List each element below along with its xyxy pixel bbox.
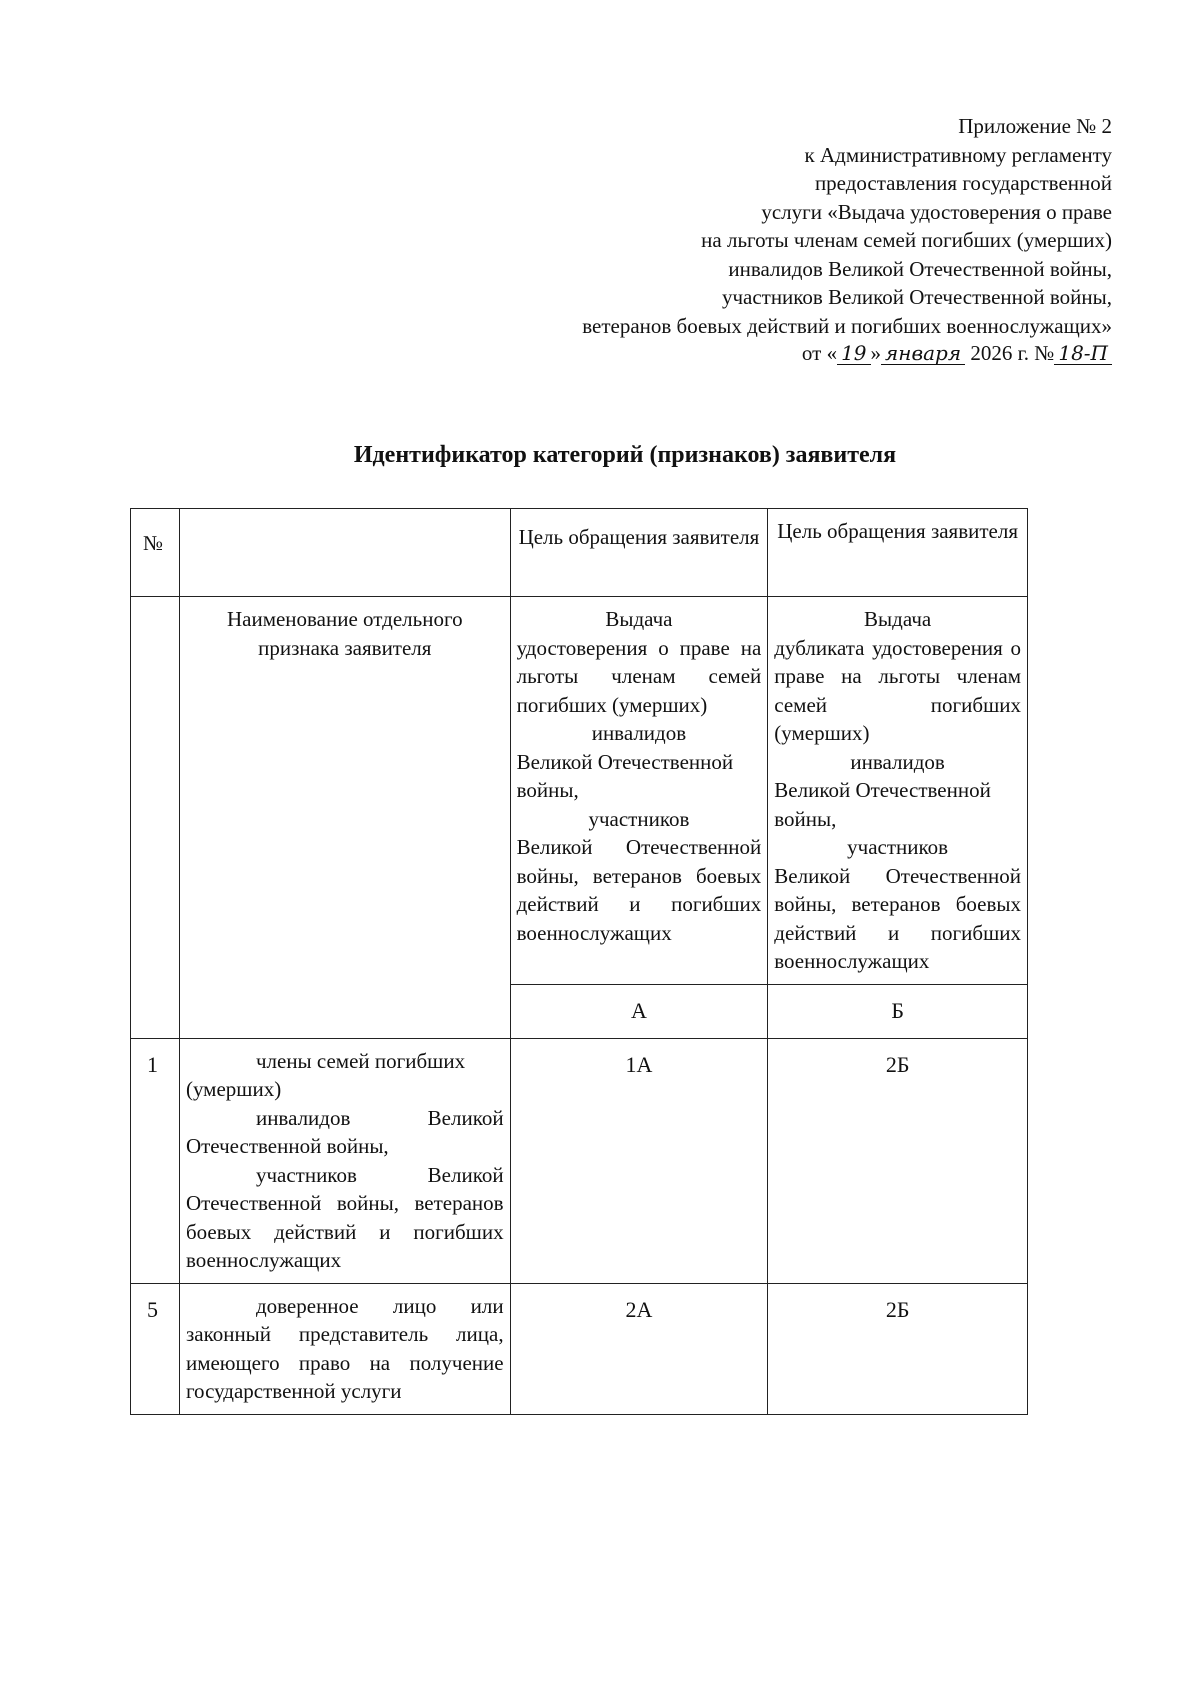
header-line-4: услуги «Выдача удостоверения о праве [761, 199, 1112, 224]
table-row [131, 1038, 1028, 1283]
applicant-category-table [130, 508, 1028, 1415]
header-line-2: к Административному регламенту [804, 142, 1112, 167]
empty-number-cell [131, 597, 180, 1039]
row-code-b: 2Б [768, 1038, 1028, 1283]
goal-a-body: удостоверения о праве на льготы членам семей погибших (умерших) [516, 635, 762, 717]
goal-b-body: дубликата удостоверения о праве на льготы членам семей погибших (умерших) [774, 635, 1021, 745]
goal-b-first: Выдача [864, 607, 932, 631]
goal-header-a: Цель обращения заявителя [510, 509, 768, 597]
header-line-7: участников Великой Отечественной войны, [721, 285, 1112, 309]
date-prefix: от « [801, 341, 838, 365]
row-number: 1 [131, 1038, 180, 1283]
row-code-a: 2А [510, 1283, 768, 1414]
row-feature-part-1: члены семей погибших (умерших) [185, 1048, 466, 1101]
goal-description-b [768, 597, 1028, 985]
goal-b-line-4: участников [847, 835, 949, 859]
row-feature-part-1: доверенное лицо или законный представитель лица, имеющего право на получение государственной услуги [185, 1293, 504, 1403]
goal-a-line-4: участников [588, 806, 690, 831]
date-month-handwritten: января [881, 342, 965, 365]
row-code-b: 2Б [768, 1283, 1028, 1414]
goal-a-first: Выдача [605, 607, 673, 631]
header-line-3: предоставления государственной [814, 171, 1112, 195]
letter-b: Б [768, 984, 1028, 1038]
header-line-8: ветеранов боевых действий и погибших военнослужащих» [582, 313, 1112, 338]
number-column-header: № [131, 509, 180, 597]
document-title: Идентификатор категорий (признаков) заявителя [353, 442, 897, 468]
goal-header-b: Цель обращения заявителя [768, 509, 1028, 597]
row-feature-part-3: участников Великой Отечественной войны, ветеранов боевых действий и погибших военнослужащих [185, 1162, 504, 1272]
row-feature [179, 1038, 510, 1283]
table-header-row [131, 509, 1028, 597]
table-row [131, 1283, 1028, 1414]
letter-a: А [510, 984, 768, 1038]
empty-header-cell [179, 509, 510, 597]
goal-a-line-5: Великой Отечественной войны, ветеранов боевых действий и погибших военнослужащих [516, 835, 762, 945]
row-code-a: 1А [510, 1038, 768, 1283]
row-feature-part-2: инвалидов Великой Отечественной войны, [185, 1105, 504, 1158]
date-mid: » [870, 341, 882, 365]
goal-a-line-3: Великой Отечественной войны, [516, 749, 734, 802]
row-feature [179, 1283, 510, 1414]
goal-description-a [510, 597, 768, 985]
header-line-1: Приложение № 2 [958, 114, 1112, 138]
feature-name-text: Наименование отдельного признака заявителя [226, 607, 463, 660]
goal-b-line-5: Великой Отечественной войны, ветеранов боевых действий и погибших военнослужащих [774, 863, 1021, 973]
row-number: 5 [131, 1283, 180, 1414]
date-day-handwritten: 19 [837, 342, 870, 365]
header-line-6: инвалидов Великой Отечественной войны, [728, 256, 1112, 281]
appendix-header [582, 112, 1112, 368]
goal-b-line-2: инвалидов [850, 749, 945, 774]
document-date [582, 339, 1112, 368]
goal-a-line-2: инвалидов [591, 721, 687, 745]
goal-description-row [131, 597, 1028, 985]
date-year: 2026 г. № [970, 341, 1055, 365]
document-number-handwritten: 18-П [1054, 342, 1112, 365]
feature-name-header [179, 597, 510, 1039]
goal-b-line-3: Великой Отечественной войны, [774, 778, 991, 831]
header-line-5: на льготы членам семей погибших (умерших) [701, 228, 1112, 252]
